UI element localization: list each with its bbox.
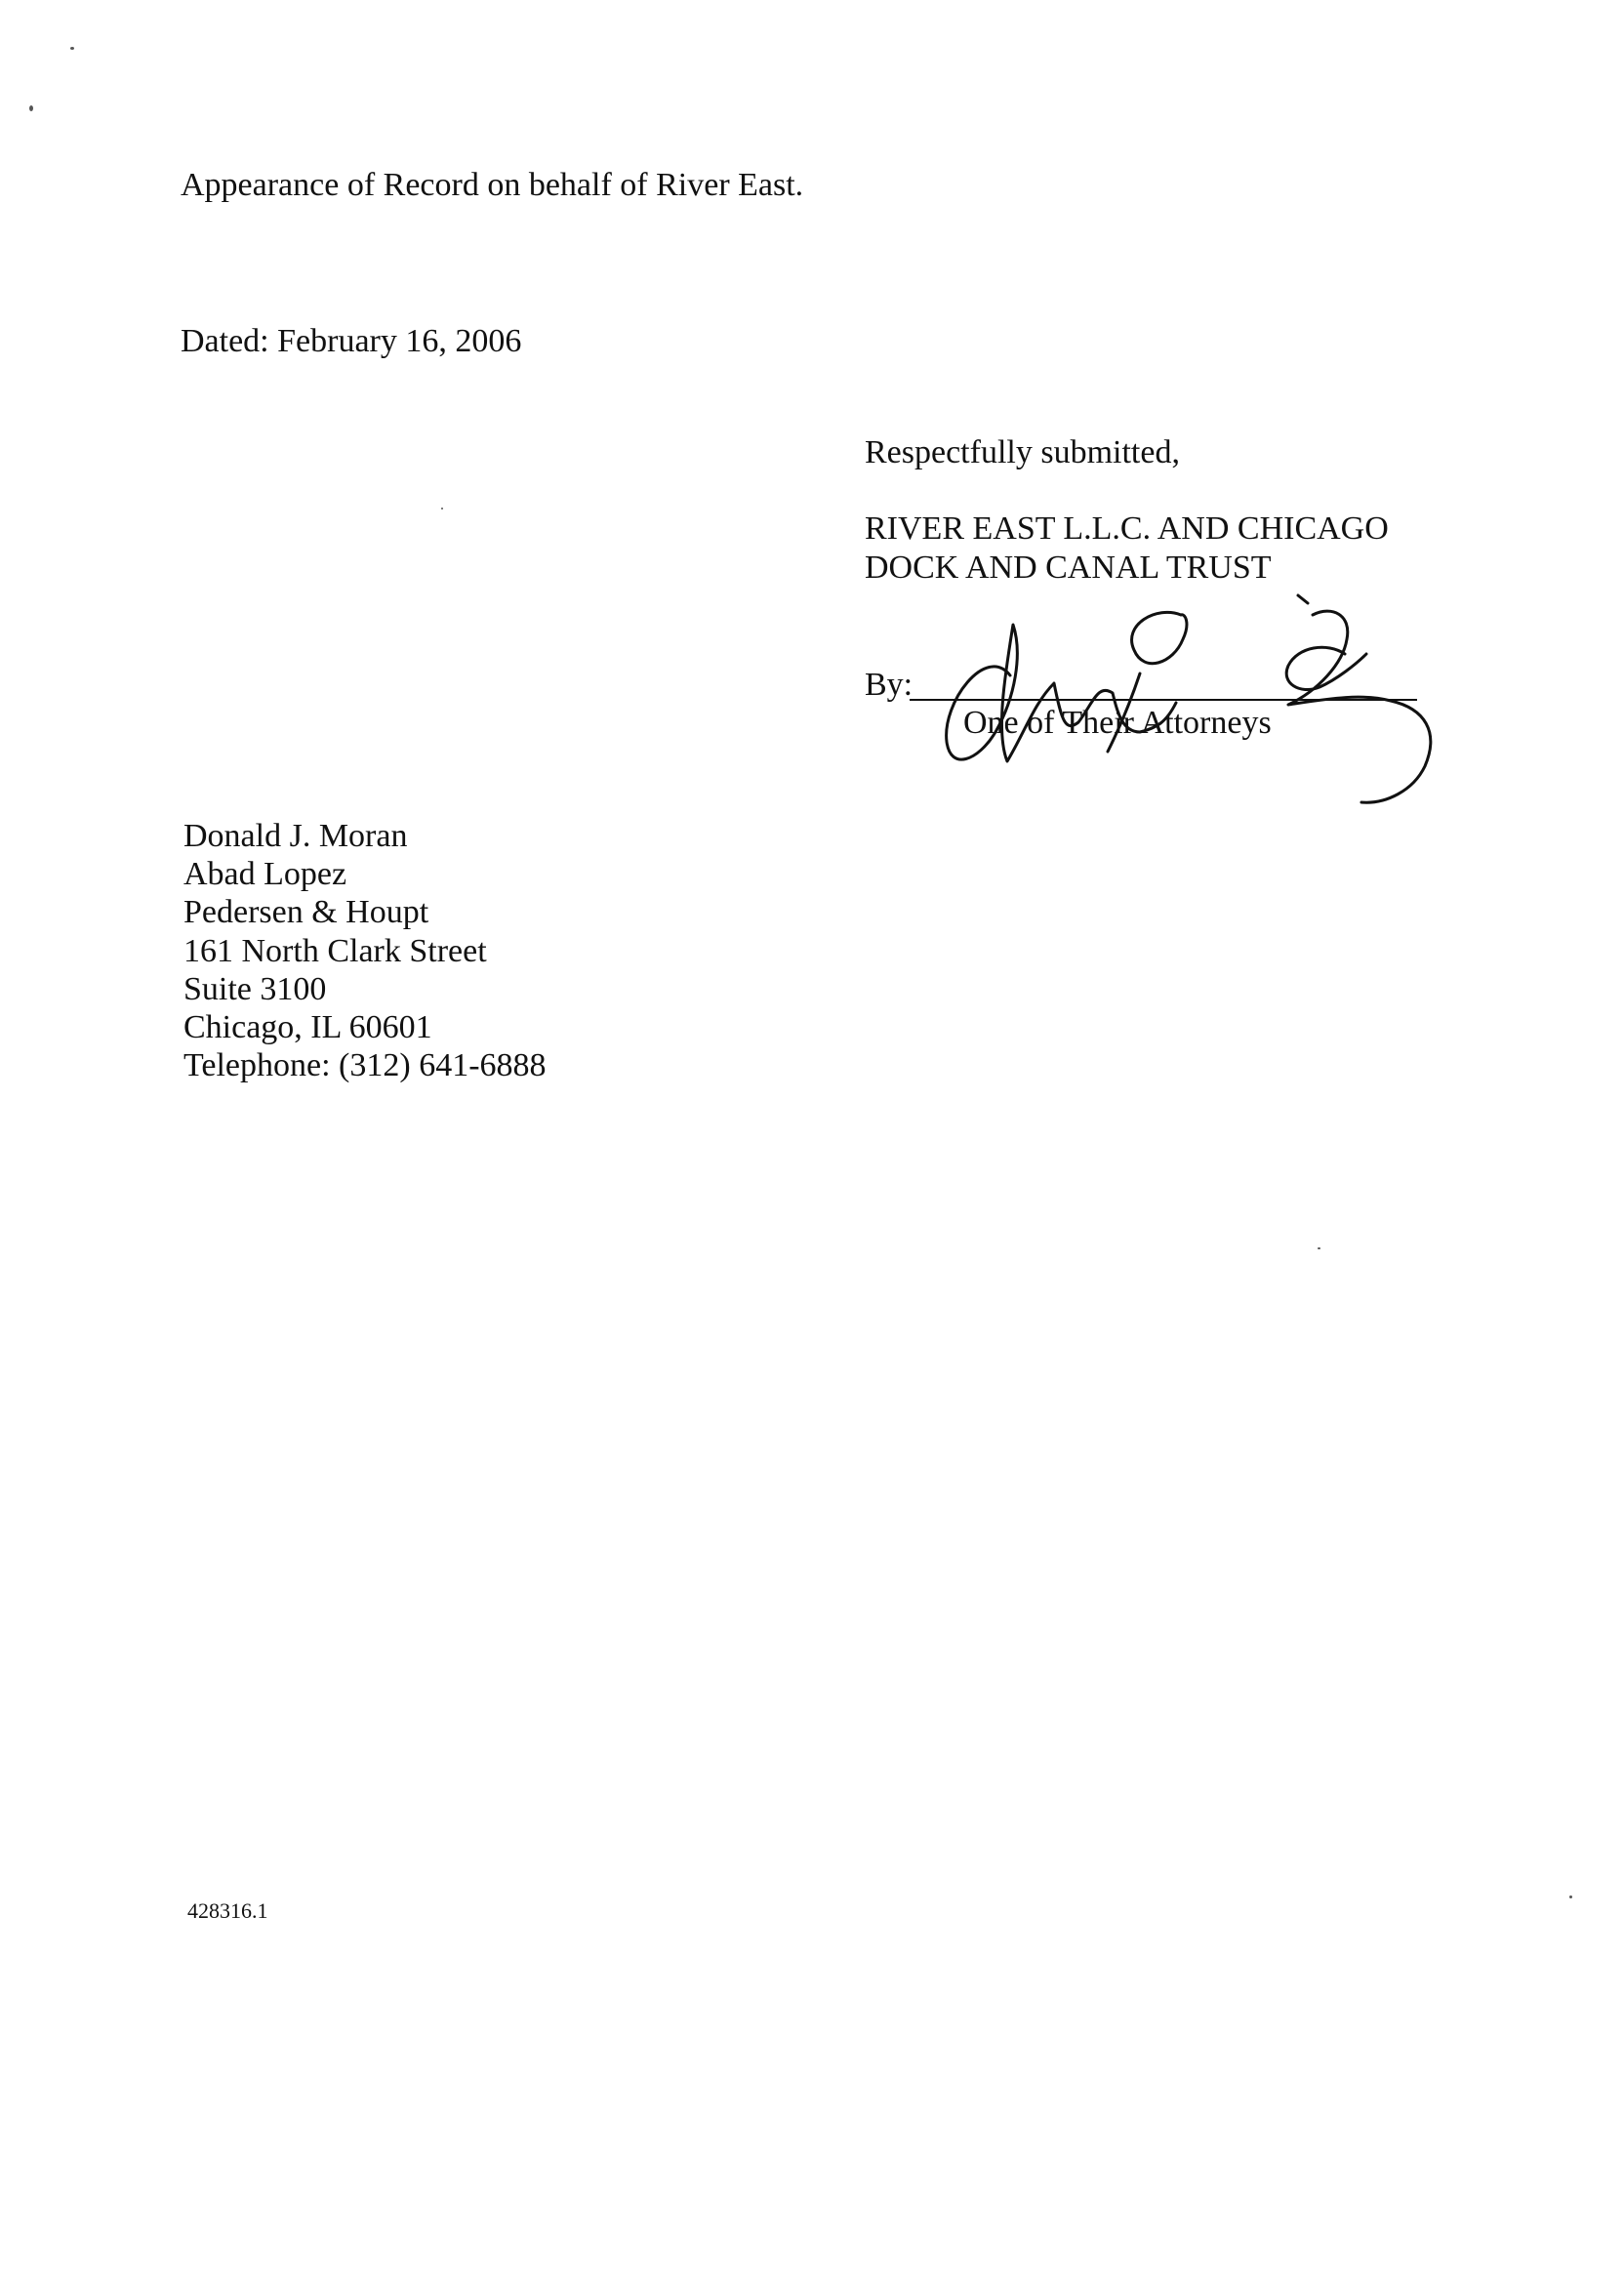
document-number: 428316.1 — [187, 1898, 268, 1923]
scan-speck — [1569, 1895, 1572, 1898]
attorney-caption: One of Their Attorneys — [963, 705, 1272, 741]
address-line: Donald J. Moran — [183, 818, 408, 854]
attorney-address-block — [183, 817, 547, 1084]
address-line: Abad Lopez — [183, 856, 347, 893]
client-name-line: DOCK AND CANAL TRUST — [865, 550, 1272, 586]
salutation: Respectfully submitted, — [865, 434, 1180, 470]
address-line: Chicago, IL 60601 — [183, 1009, 432, 1046]
dated-line: Dated: February 16, 2006 — [181, 323, 522, 359]
client-name-line: RIVER EAST L.L.C. AND CHICAGO — [865, 510, 1389, 547]
by-label: By: — [865, 667, 914, 703]
scan-speck — [29, 105, 33, 111]
closing-paragraph: Appearance of Record on behalf of River East. — [181, 167, 804, 203]
scan-speck — [1318, 1247, 1320, 1249]
scan-speck — [441, 508, 443, 509]
address-line: 161 North Clark Street — [183, 932, 487, 969]
address-line: Pedersen & Houpt — [183, 894, 429, 931]
scan-speck — [70, 47, 74, 50]
address-line: Telephone: (312) 641-6888 — [183, 1047, 547, 1084]
address-line: Suite 3100 — [183, 970, 327, 1007]
client-name-block — [865, 509, 1389, 588]
handwritten-signature — [917, 586, 1444, 820]
